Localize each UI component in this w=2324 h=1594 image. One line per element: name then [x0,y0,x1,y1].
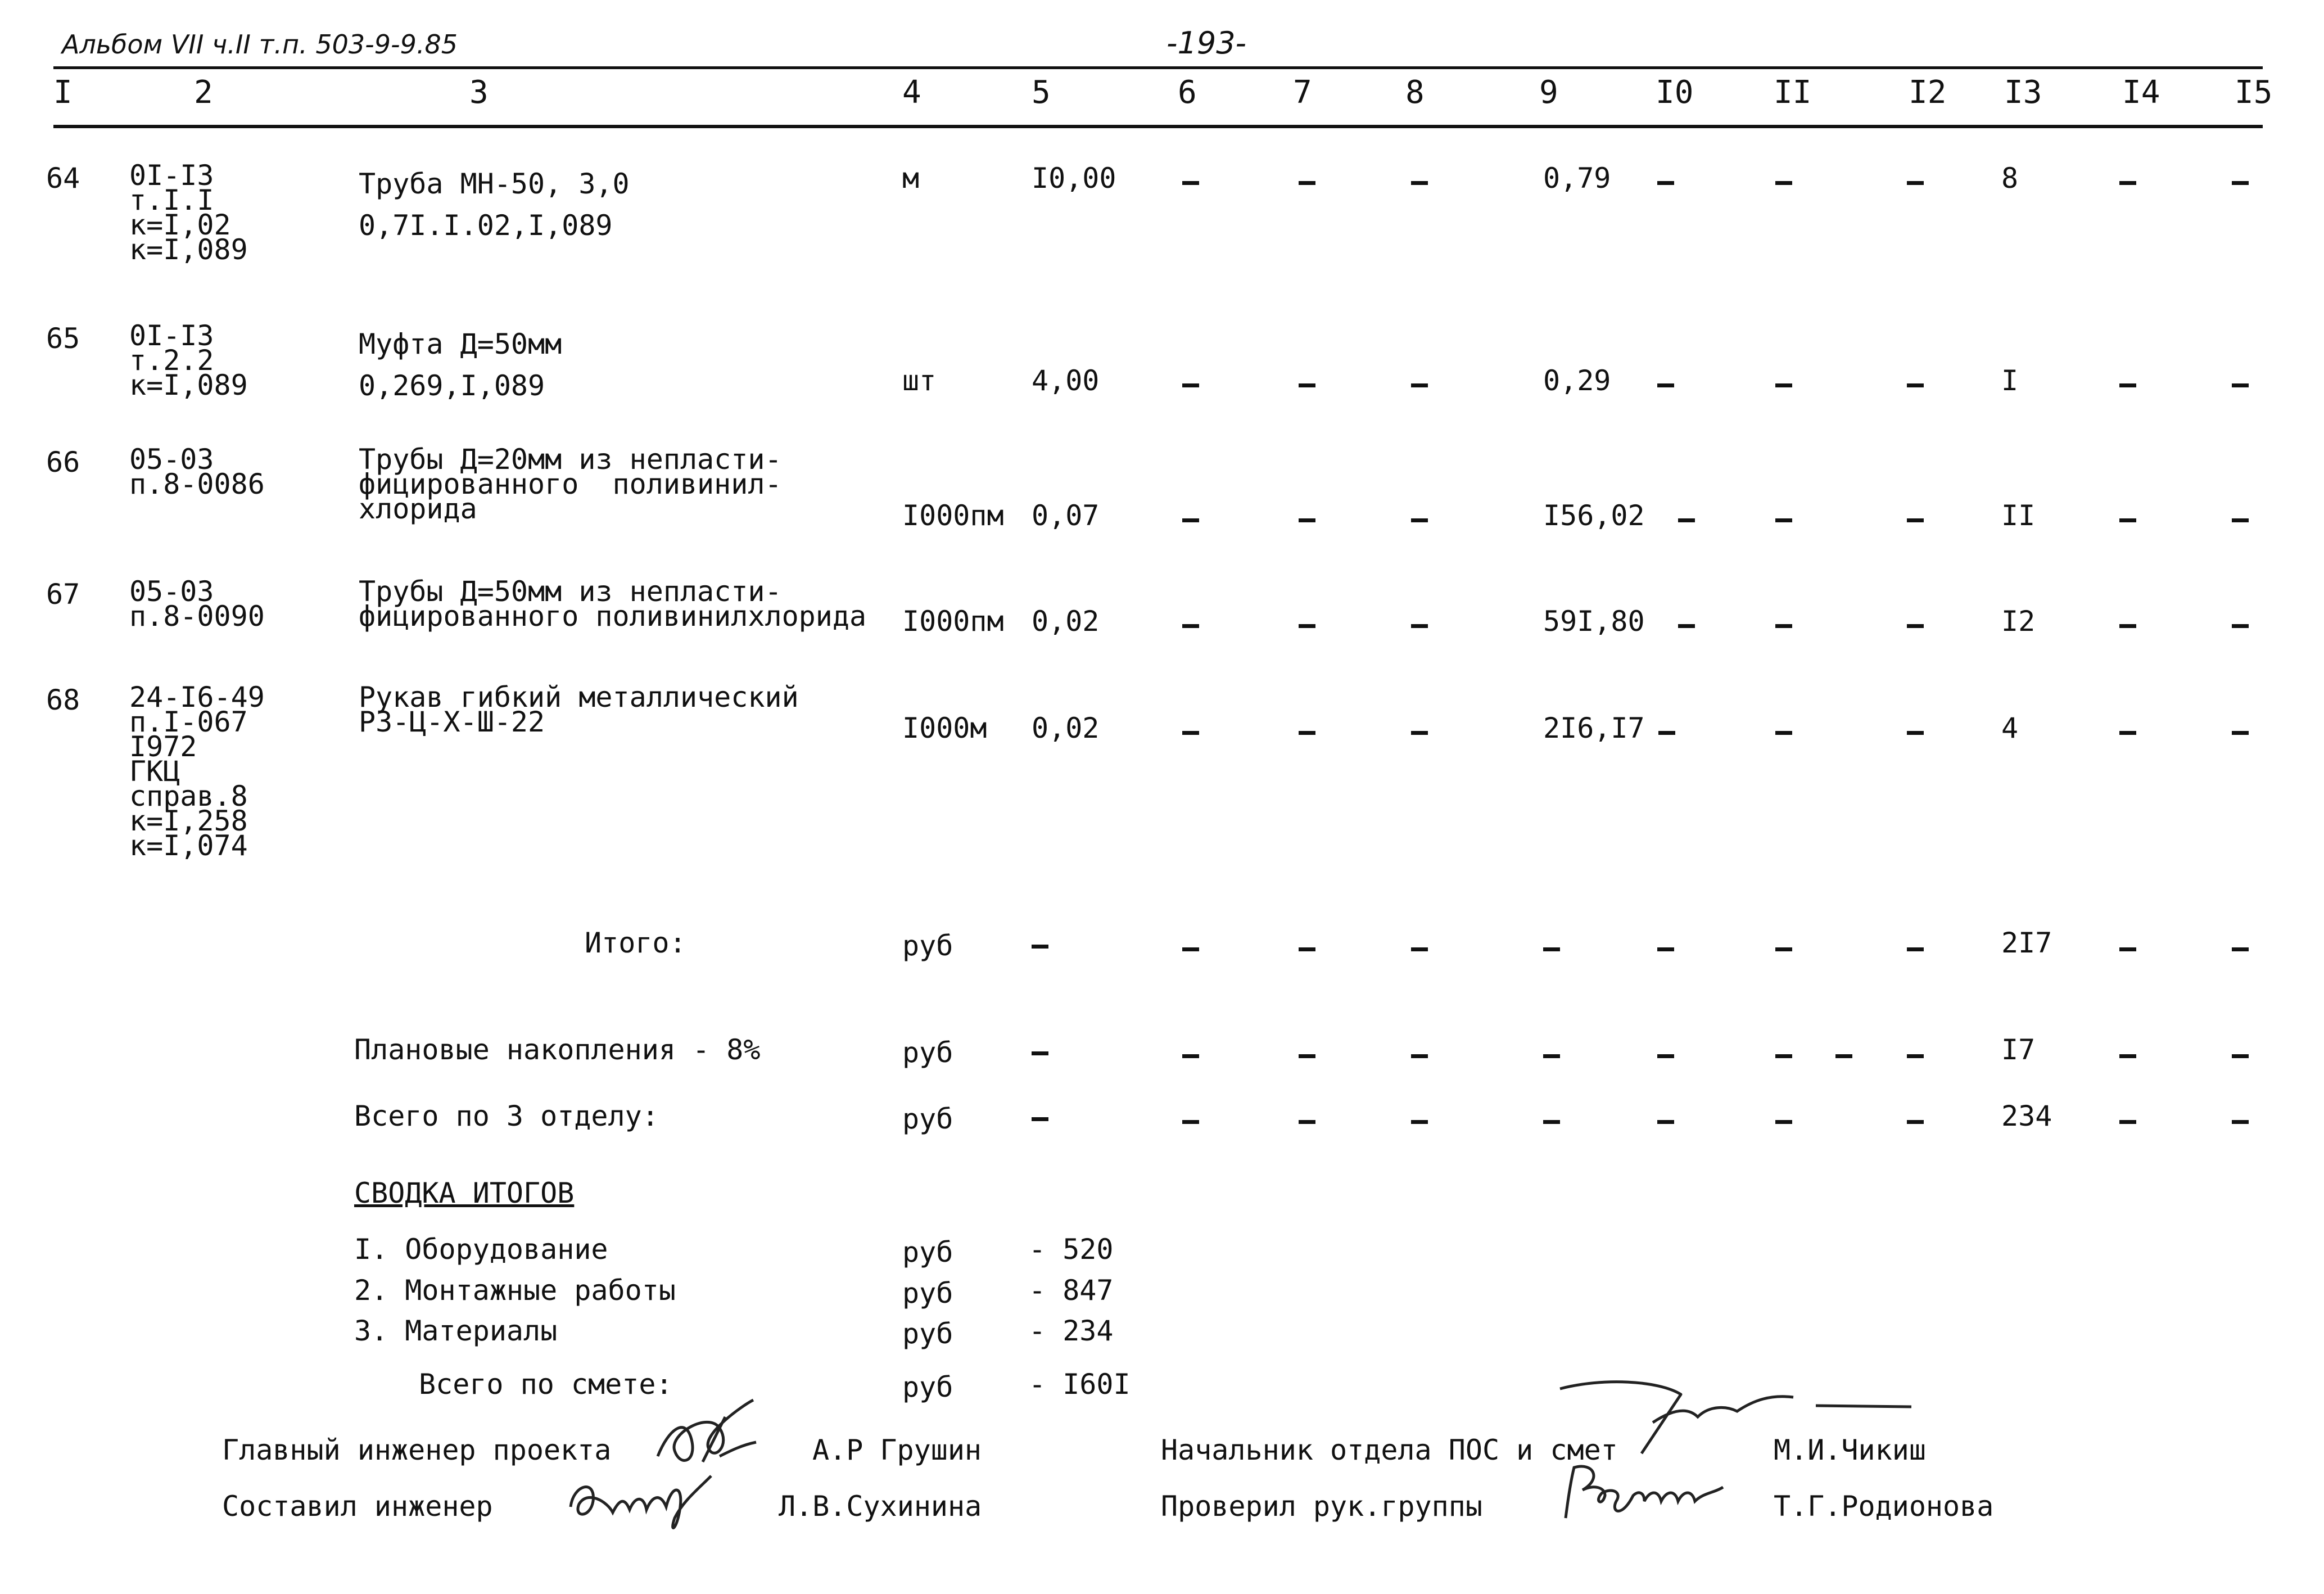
dash [1182,1054,1199,1058]
dash [1182,1120,1199,1124]
total-unit: руб [902,1103,953,1135]
row-description: Муфта Д=50мм 0,269,I,089 [359,328,562,402]
summary-item-value: - 234 [1029,1315,1114,1347]
column-header: I0 [1656,74,1694,111]
summary-item-label: 2. Монтажные работы [354,1274,676,1307]
dash [1182,624,1199,628]
dash [1543,1120,1560,1124]
row-unit: шт [902,364,937,397]
summary-item-value: - 520 [1029,1233,1114,1266]
dash [1907,731,1924,735]
column-header: 3 [469,74,489,111]
row-code: 0I-I3 т.I.I к=I,02 к=I,089 [129,159,248,266]
dash [1775,947,1792,951]
dash [1299,624,1315,628]
row-number: 67 [46,578,80,611]
dash [2232,1120,2249,1124]
dash [1657,1120,1674,1124]
row-quantity: 4,00 [1032,364,1100,397]
dash [2119,731,2136,735]
column-header: 2 [194,74,213,111]
row-description: Трубы Д=50мм из непласти- фицированного поливинилхлорида [359,575,867,633]
row-unit: I000пм [902,499,1004,532]
dash [1835,1054,1852,1058]
dash [1411,518,1428,522]
row-quantity: 0,02 [1032,712,1100,744]
dash [2119,1054,2136,1058]
row-number: 64 [46,162,80,195]
dash [2119,518,2136,522]
row-unit: м [902,162,920,195]
dash [1658,731,1675,735]
dash [1775,1054,1792,1058]
checked-by-name: Т.Г.Родионова [1774,1490,1994,1523]
total-col13: I7 [2001,1033,2036,1066]
summary-total-label: Всего по смете: [419,1368,673,1401]
dash [1543,1054,1560,1058]
dash [2119,383,2136,387]
dash [2232,947,2249,951]
album-reference: Альбом VII ч.II т.п. 503-9-9.85 [62,29,458,60]
row-col9: 0,29 [1543,364,1611,397]
department-head-name: М.И.Чикиш [1774,1434,1926,1466]
row-code: 05-03 п.8-0090 [129,575,265,633]
dash [1182,731,1199,735]
dash [1907,1120,1924,1124]
dash [1657,383,1674,387]
dash [1775,518,1792,522]
column-header: 7 [1293,74,1312,111]
row-code: 24-I6-49 п.I-067 I972 ГКЦ справ.8 к=I,258 к=I,074 [129,681,265,862]
dash [1299,383,1315,387]
compiled-by-label: Составил инженер [222,1490,493,1523]
column-header: I2 [1909,74,1947,111]
total-label: Всего по 3 отделу: [354,1100,659,1132]
column-header: I4 [2122,74,2160,111]
row-col13: II [2001,499,2036,532]
row-description: Рукав гибкий металлический РЗ-Ц-Х-Ш-22 [359,681,799,738]
dash [1657,181,1674,185]
dash [1775,181,1792,185]
row-quantity: I0,00 [1032,162,1116,195]
row-col9: I56,02 [1543,499,1645,532]
summary-item-unit: руб [902,1236,953,1268]
dash [1411,731,1428,735]
row-col13: 4 [2001,712,2019,744]
dash [1182,383,1199,387]
row-quantity: 0,02 [1032,605,1100,638]
row-number: 68 [46,684,80,716]
row-col13: 8 [2001,162,2019,195]
row-code: 05-03 п.8-0086 [129,443,265,500]
dash [2232,624,2249,628]
dash [1907,947,1924,951]
dash [1543,947,1560,951]
dash [1775,731,1792,735]
dash [1032,1117,1048,1121]
summary-item-value: - 847 [1029,1274,1114,1307]
dash [1411,624,1428,628]
chief-engineer-label: Главный инженер проекта [222,1434,612,1466]
dash [1678,518,1695,522]
dash [1907,518,1924,522]
checked-by-label: Проверил рук.группы [1161,1490,1482,1523]
dash [1299,1054,1315,1058]
column-header: 9 [1539,74,1558,111]
row-number: 66 [46,446,80,478]
dash [1032,1051,1048,1055]
dash [1032,945,1048,949]
row-col13: I2 [2001,605,2036,638]
dash [1907,181,1924,185]
dash [1411,1120,1428,1124]
row-col9: 0,79 [1543,162,1611,195]
header-rule [53,125,2263,128]
summary-total-unit: руб [902,1371,953,1403]
column-header: II [1774,74,1812,111]
dash [2232,1054,2249,1058]
row-description: Трубы Д=20мм из непласти- фицированного поливинил- хлорида [359,443,782,525]
dash [1182,518,1199,522]
dash [1182,181,1199,185]
dash [1657,947,1674,951]
compiled-by-name: Л.В.Сухинина [779,1490,982,1523]
dash [1657,1054,1674,1058]
compiled-signature [562,1462,720,1541]
total-unit: руб [902,1036,953,1069]
dash [1299,181,1315,185]
row-col9: 2I6,I7 [1543,712,1645,744]
summary-item-unit: руб [902,1317,953,1350]
dash [1907,1054,1924,1058]
summary-item-unit: руб [902,1277,953,1309]
row-col13: I [2001,364,2019,397]
total-col13: 2I7 [2001,927,2052,959]
dash [1182,947,1199,951]
department-head-label: Начальник отдела ПОС и смет [1161,1434,1618,1466]
dash [1299,1120,1315,1124]
dash [2119,624,2136,628]
row-description: Труба МН-50, 3,0 0,7I.I.02,I,089 [359,168,630,242]
chief-engineer-name: А.Р Грушин [812,1434,982,1466]
column-header: 6 [1178,74,1197,111]
summary-item-label: I. Оборудование [354,1233,608,1266]
dash [2119,1120,2136,1124]
column-header: 8 [1405,74,1425,111]
column-header: I5 [2235,74,2273,111]
dash [1299,518,1315,522]
total-unit: руб [902,929,953,962]
dash [1299,731,1315,735]
column-header: I [53,74,73,111]
row-col9: 59I,80 [1543,605,1645,638]
summary-item-label: 3. Материалы [354,1315,558,1347]
dash [2232,181,2249,185]
page-number: -193- [1166,25,1247,61]
dash [1775,1120,1792,1124]
summary-total-value: - I60I [1029,1368,1131,1401]
dash [2232,518,2249,522]
dash [2232,731,2249,735]
total-label: Итого: [585,927,686,959]
row-number: 65 [46,322,80,355]
total-label: Плановые накопления - 8% [354,1033,761,1066]
dash [2232,383,2249,387]
dash [1411,383,1428,387]
dash [1411,181,1428,185]
row-quantity: 0,07 [1032,499,1100,532]
dash [1907,383,1924,387]
dash [1907,624,1924,628]
dash [1411,1054,1428,1058]
dash [1775,383,1792,387]
column-header: I3 [2004,74,2042,111]
dash [2119,181,2136,185]
dash [2119,947,2136,951]
checked-signature [1560,1462,1729,1524]
dash [1411,947,1428,951]
row-code: 0I-I3 т.2.2 к=I,089 [129,319,248,401]
dash [1775,624,1792,628]
row-unit: I000м [902,712,987,744]
column-header: 4 [902,74,921,111]
dash [1299,947,1315,951]
top-rule [53,66,2263,69]
column-header: 5 [1032,74,1051,111]
total-col13: 234 [2001,1100,2052,1132]
summary-title: СВОДКА ИТОГОВ [354,1177,575,1209]
dash [1678,624,1695,628]
row-unit: I000пм [902,605,1004,638]
